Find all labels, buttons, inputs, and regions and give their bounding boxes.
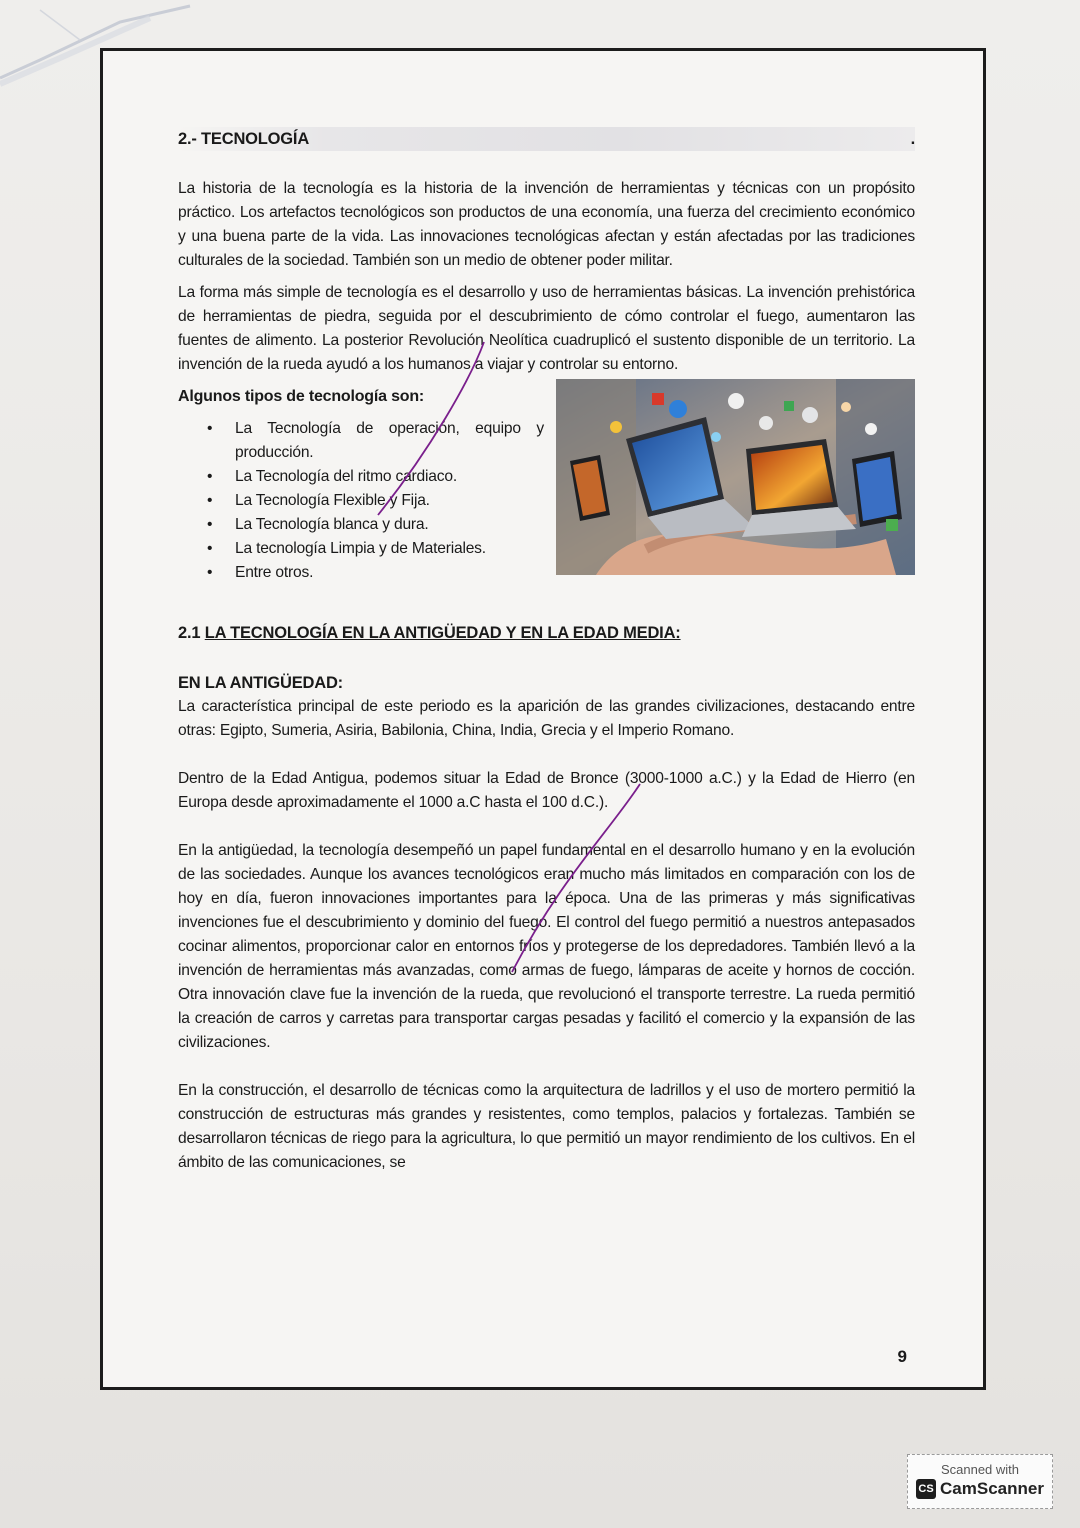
list-item [178,537,544,561]
paragraph-civilizations: La característica principal de este periodo es la aparición de las grandes civilizaciones, destacando entre otras: Egipto, Sumeria, Asiria, Babilonia, China, India, Grecia y el Imperio Romano. [178,698,915,739]
list-item [178,561,544,585]
paragraph-simple-technology: La forma más simple de tecnología es el desarrollo y uso de herramientas básicas. La invención prehistórica de herramientas de piedra, seguida por el descubrimiento de cómo controlar el fuego, aumentaron las fuentes de alimento. La posterior Revolución Neolítica cuadruplicó el sustento disponible de un territorio. La invención de la rueda ayudó a los humanos a viajar y controlar su entorno. [178,284,915,373]
list-item-text: La Tecnología Flexible y Fija. [235,492,430,509]
list-item-text: La tecnología Limpia y de Materiales. [235,540,486,557]
technology-types-heading: Algunos tipos de tecnología son: [178,388,425,405]
list-item [178,513,544,537]
list-item-text: La Tecnología del ritmo cardiaco. [235,468,457,485]
devices-illustration [556,379,915,575]
era-heading: EN LA ANTIGÜEDAD: [178,674,343,692]
watermark-brand-row [908,1479,1052,1499]
paragraph-bronze-iron: Dentro de la Edad Antigua, podemos situar la Edad de Bronce (3000-1000 a.C.) y la Edad de Hierro (en Europa desde aproximadamente el 1000 a.C hasta el 100 d.C.). [178,770,915,811]
list-item [178,417,544,465]
bullet-icon: • [207,516,213,533]
bullet-icon: • [207,468,213,485]
technology-types-block [178,383,915,589]
list-item-text: Entre otros. [235,564,314,581]
bullet-icon: • [207,564,213,581]
page-number: 9 [897,1347,907,1366]
subsection-title [178,621,915,645]
paragraph-history: La historia de la tecnología es la historia de la invención de herramientas y técnicas con un propósito práctico. Los artefactos tecnológicos son productos de una economía, una fuerza del crecimiento económico y una buena parte de la vida. Las innovaciones tecnológicas afectan y están afectadas por las tradiciones culturales de la sociedad. También son un medio de obtener poder militar. [178,180,915,269]
list-item [178,489,544,513]
paragraph-ancient-technology: En la antigüedad, la tecnología desempeñó un papel fundamental en el desarrollo humano y en la evolución de las sociedades. Aunque los avances tecnológicos eran mucho más limitados en comparación con los de hoy en día, fueron innovaciones importantes para la época. Una de las primeras y más significativas invenciones fue el descubrimiento y dominio del fuego. El control del fuego permitió a nuestros antepasados cocinar alimentos, proporcionar calor en entornos fríos y protegerse de los depredadores. También llevó a la invención de herramientas más avanzadas, como armas de fuego, lámparas de aceite y hornos de cocción. Otra innovación clave fue la invención de la rueda, que revolucionó el transporte terrestre. La rueda permitió la creación de carros y carretas para transportar cargas pesadas y facilitó el comercio y la expansión de las civilizaciones. [178,842,915,1051]
bullet-icon: • [207,540,213,557]
subsection-title-text: LA TECNOLOGÍA EN LA ANTIGÜEDAD Y EN LA EDAD MEDIA: [204,624,681,642]
document-page [100,48,986,1390]
section-title-text: 2.- TECNOLOGÍA [178,130,310,148]
bullet-icon: • [207,420,213,437]
watermark-brand: CamScanner [940,1479,1044,1498]
section-title [178,127,915,151]
bullet-icon: • [207,492,213,509]
hand-holding-devices-image [556,379,915,575]
page-content [178,127,915,1175]
paragraph-construction: En la construcción, el desarrollo de técnicas como la arquitectura de ladrillos y el uso de mortero permitió la construcción de estructuras más grandes y resistentes, como templos, palacios y fortalezas. También se desarrollaron técnicas de riego para la agricultura, lo que permitió un mayor rendimiento de los cultivos. En el ámbito de las comunicaciones, se [178,1082,915,1171]
list-item-text: La Tecnología de operación, equipo y producción. [235,420,544,461]
technology-types-list-block [178,383,544,585]
camscanner-logo-icon: CS [916,1479,936,1499]
camscanner-watermark [907,1454,1053,1509]
subsection-number: 2.1 [178,624,201,642]
watermark-caption: Scanned with [940,1462,1020,1477]
section-title-mark: . [910,130,915,148]
technology-types-list [178,417,544,585]
list-item [178,465,544,489]
list-item-text: La Tecnología blanca y dura. [235,516,429,533]
